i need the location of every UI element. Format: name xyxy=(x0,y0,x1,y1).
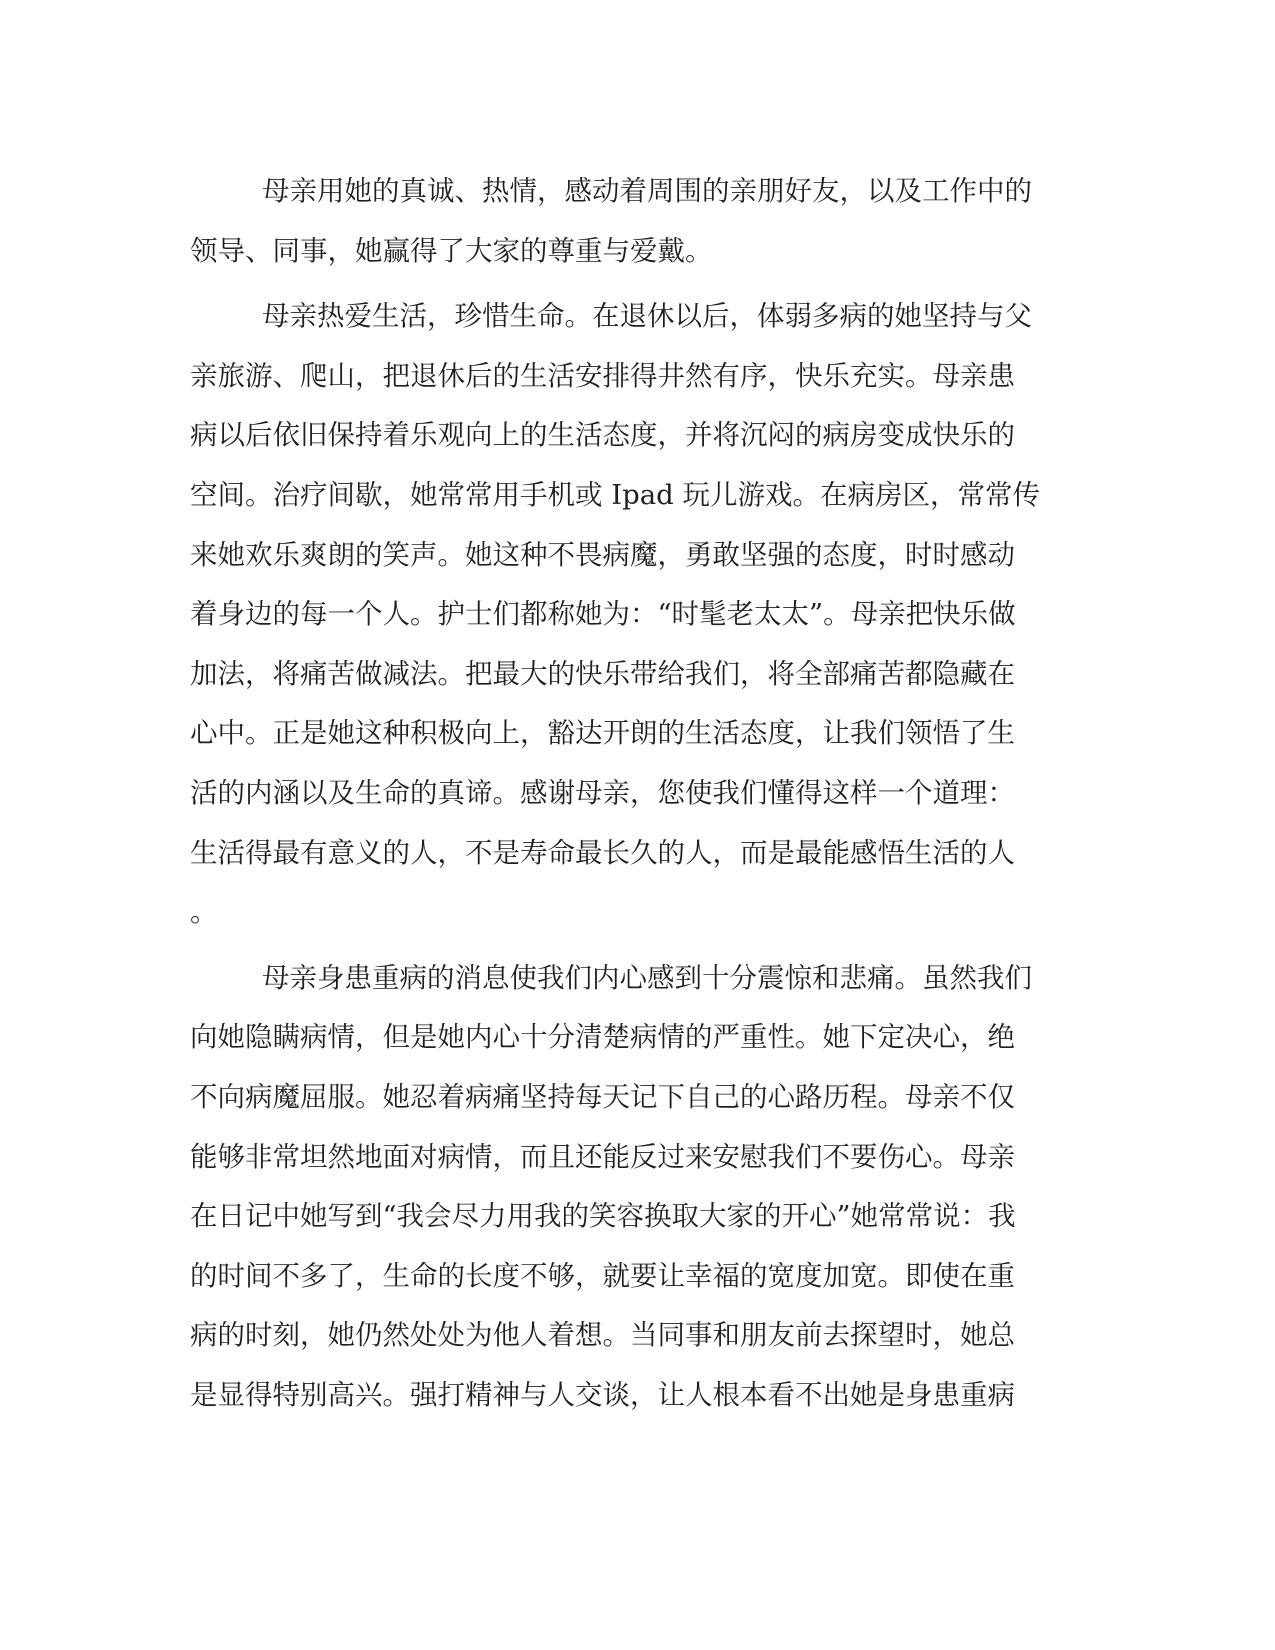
text-line: 在日记中她写到“我会尽力用我的笑容换取大家的开心”她常常说：我 xyxy=(190,1200,1016,1233)
text-line: 活的内涵以及生命的真谛。感谢母亲，您使我们懂得这样一个道理： xyxy=(190,776,1015,809)
text-line: 母亲热爱生活，珍惜生命。在退休以后，体弱多病的她坚持与父 xyxy=(262,300,1032,333)
text-line: 来她欢乐爽朗的笑声。她这种不畏病魔，勇敢坚强的态度，时时感动 xyxy=(190,538,1015,571)
text-line: 空间。治疗间歇，她常常用手机或 Ipad 玩儿游戏。在病房区，常常传 xyxy=(190,478,1040,511)
text-line: 。 xyxy=(190,896,218,929)
text-line: 心中。正是她这种积极向上，豁达开朗的生活态度，让我们领悟了生 xyxy=(190,717,1015,750)
text-line: 母亲身患重病的消息使我们内心感到十分震惊和悲痛。虽然我们 xyxy=(262,961,1032,994)
text-line: 的时间不多了，生命的长度不够，就要让幸福的宽度加宽。即使在重 xyxy=(190,1259,1015,1292)
text-line: 不向病魔屈服。她忍着病痛坚持每天记下自己的心路历程。母亲不仅 xyxy=(190,1080,1015,1113)
text-line: 病的时刻，她仍然处处为他人着想。当同事和朋友前去探望时，她总 xyxy=(190,1319,1015,1352)
text-line: 病以后依旧保持着乐观向上的生活态度，并将沉闷的病房变成快乐的 xyxy=(190,419,1015,452)
text-line: 是显得特别高兴。强打精神与人交谈，让人根本看不出她是身患重病 xyxy=(190,1378,1015,1411)
paragraph-3 xyxy=(190,949,1070,1426)
text-line: 着身边的每一个人。护士们都称她为：“时髦老太太”。母亲把快乐做 xyxy=(190,598,1016,631)
text-line: 加法，将痛苦做减法。把最大的快乐带给我们，将全部痛苦都隐藏在 xyxy=(190,657,1015,690)
paragraph-1 xyxy=(190,162,1070,281)
text-line: 母亲用她的真诚、热情，感动着周围的亲朋好友，以及工作中的 xyxy=(262,175,1032,207)
text-line: 生活得最有意义的人，不是寿命最长久的人，而是最能感悟生活的人 xyxy=(190,836,1015,869)
text-line: 领导、同事，她赢得了大家的尊重与爱戴。 xyxy=(190,234,713,267)
text-line: 亲旅游、爬山，把退休后的生活安排得井然有序，快乐充实。母亲患 xyxy=(190,359,1015,392)
text-line: 能够非常坦然地面对病情，而且还能反过来安慰我们不要伤心。母亲 xyxy=(190,1140,1015,1173)
text-line: 向她隐瞒病情，但是她内心十分清楚病情的严重性。她下定决心，绝 xyxy=(190,1021,1015,1054)
paragraph-2 xyxy=(190,287,1070,943)
document-body xyxy=(190,162,1070,1425)
